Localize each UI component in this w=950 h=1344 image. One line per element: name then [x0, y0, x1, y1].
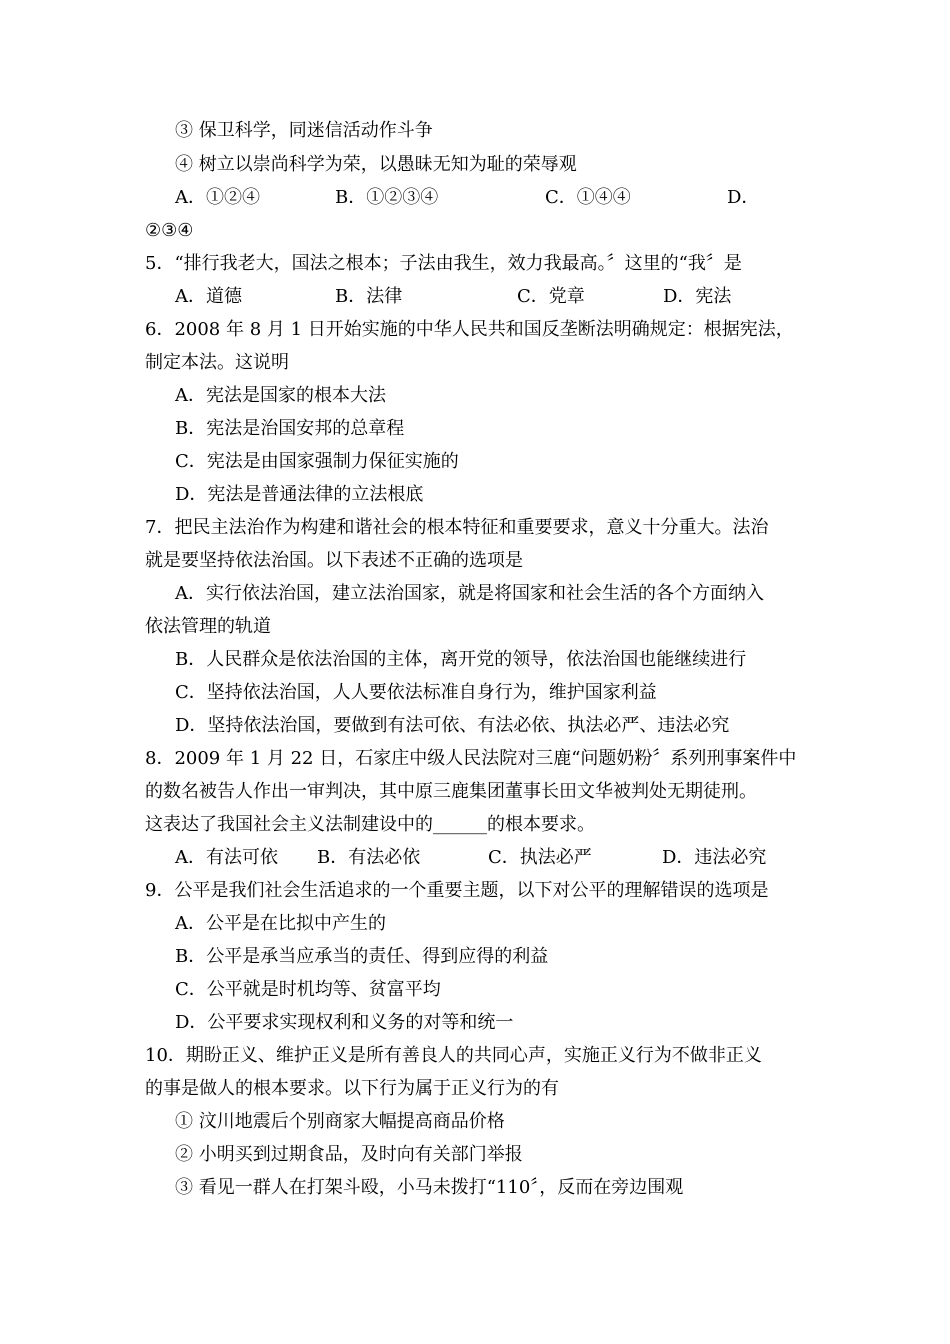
q4-option-c: C．①④④: [545, 187, 631, 208]
q9-option-a: A．公平是在比拟中产生的: [175, 913, 386, 934]
q9-option-c: C．公平就是时机均等、贫富平均: [175, 979, 441, 1000]
q8-stem-line-1: 8．2009 年 1 月 22 日，石家庄中级人民法院对三鹿“问题奶粉〞系列刑事案件中: [145, 748, 797, 769]
q4-option-d-continued: ②③④: [145, 220, 194, 241]
q4-option-d: D．: [727, 187, 760, 208]
q8-option-c: C．执法必严: [488, 847, 592, 868]
q5-option-c: C．党章: [517, 286, 585, 307]
q5-option-a: A．道德: [175, 286, 242, 307]
q10-item-3: ③ 看见一群人在打架斗殴，小马未拨打“110〞，反而在旁边围观: [175, 1177, 684, 1198]
q5-stem: 5．“排行我老大，国法之根本；子法由我生，效力我最高。〞这里的“我〞是: [145, 253, 742, 274]
q7-stem-line-1: 7．把民主法治作为构建和谐社会的根本特征和重要要求，意义十分重大。法治: [145, 517, 769, 538]
q6-option-d: D．宪法是普通法律的立法根底: [175, 484, 424, 505]
q6-option-c: C．宪法是由国家强制力保征实施的: [175, 451, 459, 472]
q9-stem: 9．公平是我们社会生活追求的一个重要主题，以下对公平的理解错误的选项是: [145, 880, 769, 901]
q6-stem-line-1: 6．2008 年 8 月 1 日开始实施的中华人民共和国反垄断法明确规定：根据宪法，: [145, 319, 794, 340]
q8-stem-line-3: 这表达了我国社会主义法制建设中的______的根本要求。: [145, 814, 595, 835]
q8-option-d: D．违法必究: [662, 847, 767, 868]
q7-option-c: C．坚持依法治国，人人要依法标准自身行为，维护国家利益: [175, 682, 657, 703]
q10-stem-line-2: 的事是做人的根本要求。以下行为属于正义行为的有: [145, 1078, 559, 1099]
q8-stem-line-2: 的数名被告人作出一审判决，其中原三鹿集团董事长田文华被判处无期徒刑。: [145, 781, 757, 802]
q7-option-a-line-1: A．实行依法治国，建立法治国家，就是将国家和社会生活的各个方面纳入: [175, 583, 764, 604]
q10-stem-line-1: 10．期盼正义、维护正义是所有善良人的共同心声，实施正义行为不做非正义: [145, 1045, 762, 1066]
q9-option-d: D．公平要求实现权利和义务的对等和统一: [175, 1012, 514, 1033]
q9-option-b: B．公平是承当应承当的责任、得到应得的利益: [175, 946, 549, 967]
q4-item-4: ④ 树立以崇尚科学为荣，以愚昧无知为耻的荣辱观: [175, 154, 577, 175]
q5-option-d: D．宪法: [663, 286, 732, 307]
q8-option-a: A．有法可依: [175, 847, 278, 868]
q7-stem-line-2: 就是要坚持依法治国。以下表述不正确的选项是: [145, 550, 523, 571]
q10-item-1: ① 汶川地震后个别商家大幅提高商品价格: [175, 1111, 505, 1132]
q7-option-b: B．人民群众是依法治国的主体，离开党的领导，依法治国也能继续进行: [175, 649, 747, 670]
q7-option-d: D．坚持依法治国，要做到有法可依、有法必依、执法必严、违法必究: [175, 715, 730, 736]
q4-option-a: A．①②④: [175, 187, 260, 208]
q10-item-2: ② 小明买到过期食品，及时向有关部门举报: [175, 1144, 523, 1165]
q6-option-b: B．宪法是治国安邦的总章程: [175, 418, 405, 439]
q7-option-a-line-2: 依法管理的轨道: [145, 616, 271, 637]
q4-item-3: ③ 保卫科学，同迷信活动作斗争: [175, 120, 433, 141]
q5-option-b: B．法律: [335, 286, 403, 307]
q8-option-b: B．有法必依: [317, 847, 421, 868]
q4-option-b: B．①②③④: [335, 187, 439, 208]
q6-option-a: A．宪法是国家的根本大法: [175, 385, 386, 406]
q6-stem-line-2: 制定本法。这说明: [145, 352, 289, 373]
